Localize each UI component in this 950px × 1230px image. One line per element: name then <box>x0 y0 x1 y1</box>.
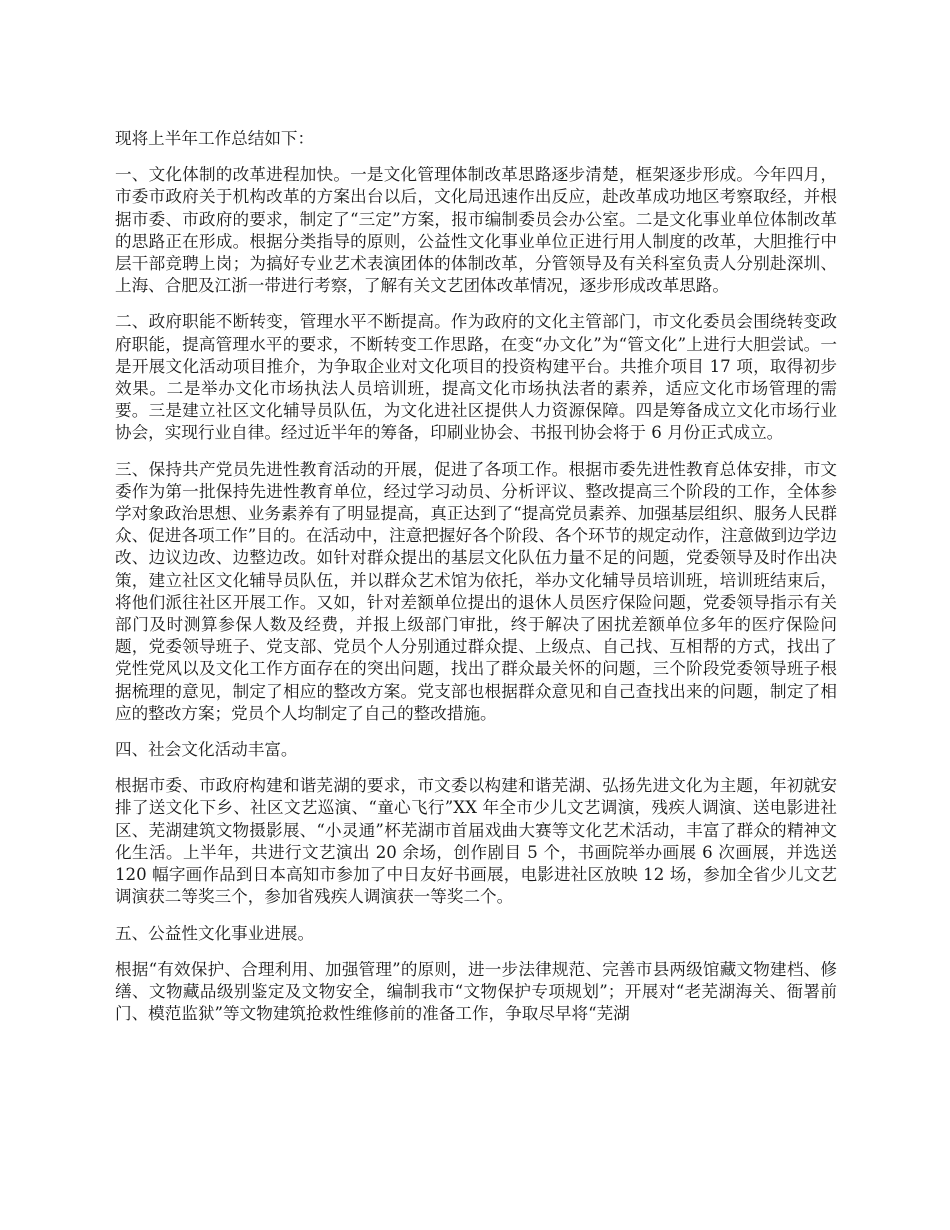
section-1-paragraph: 一、文化体制的改革进程加快。一是文化管理体制改革思路逐步清楚，框架逐步形成。今年四月，市委市政府关于机构改革的方案出台以后，文化局迅速作出反应，赴改革成功地区考察取经，并根据市委、市政府的要求，制定了“三定”方案，报市编制委员会办公室。二是文化事业单位体制改革的思路正在形成。根据分类指导的原则，公益性文化事业单位正进行用人制度的改革，大胆推行中层干部竞聘上岗；为搞好专业艺术表演团体的体制改革，分管领导及有关科室负责人分别赴深圳、上海、合肥及江浙一带进行考察，了解有关文艺团体改革情况，逐步形成改革思路。 <box>115 165 837 296</box>
section-4-heading: 四、社会文化活动丰富。 <box>115 740 298 760</box>
section-3-paragraph: 三、保持共产党员先进性教育活动的开展，促进了各项工作。根据市委先进性教育总体安排，市文委作为第一批保持先进性教育单位，经过学习动员、分析评议、整改提高三个阶段的工作，全体参学对象政治思想、业务素养有了明显提高，真正达到了“提高党员素养、加强基层组织、服务人民群众、促进各项工作”目的。在活动中，注意把握好各个阶段、各个环节的规定动作，注意做到边学边改、边议边改、边整边改。如针对群众提出的基层文化队伍力量不足的问题，党委领导及时作出决策，建立社区文化辅导员队伍，并以群众艺术馆为依托，举办文化辅导员培训班，培训班结束后，将他们派往社区开展工作。又如，针对差额单位提出的退休人员医疗保险问题，党委领导指示有关部门及时测算参保人数及经费，并报上级部门审批，终于解决了困扰差额单位多年的医疗保险问题，党委领导班子、党支部、党员个人分别通过群众提、上级点、自己找、互相帮的方式，找出了党性党风以及文化工作方面存在的突出问题，找出了群众最关怀的问题，三个阶段党委领导班子根据梳理的意见，制定了相应的整改方案。党支部也根据群众意见和自己查找出来的问题，制定了相应的整改方案；党员个人均制定了自己的整改措施。 <box>115 459 838 723</box>
section-4-body: 根据市委、市政府构建和谐芜湖的要求，市文委以构建和谐芜湖、弘扬先进文化为主题，年初就安排了送文化下乡、社区文艺巡演、“童心飞行”XX 年全市少儿文艺调演，残疾人调演、送电影进社区、芜湖建筑文物摄影展、“小灵通”杯芜湖市首届戏曲大赛等文化艺术活动，丰富了群众的精神文化生活。上半年，共进行文艺演出 20 余场，创作剧目 5 个，书画院举办画展 6 次画展，并选送 120 幅字画作品到日本高知市参加了中日友好书画展，电影进社区放映 12 场，参加全省少儿文艺调演获二等奖三个，参加省残疾人调演获一等奖二个。 <box>115 776 837 907</box>
section-5-body: 根据“有效保护、合理利用、加强管理”的原则，进一步法律规范、完善市县两级馆藏文物建档、修缮、文物藏品级别鉴定及文物安全，编制我市“文物保护专项规划”；开展对“老芜湖海关、衙署前门、模范监狱”等文物建筑抢救性维修前的准备工作，争取尽早将“芜湖 <box>115 959 837 1024</box>
document-page <box>115 128 837 1039</box>
intro-paragraph: 现将上半年工作总结如下： <box>115 129 315 148</box>
section-2-paragraph: 二、政府职能不断转变，管理水平不断提高。作为政府的文化主管部门，市文化委员会围绕转变政府职能，提高管理水平的要求，不断转变工作思路，在变“办文化”为“管文化”上进行大胆尝试。一是开展文化活动项目推介，为争取企业对文化项目的投资构建平台。共推介项目 17 项，取得初步效果。二是举办文化市场执法人员培训班，提高文化市场执法者的素养，适应文化市场管理的需要。三是建立社区文化辅导员队伍，为文化进社区提供人力资源保障。四是筹备成立文化市场行业协会，实现行业自律。经过近半年的筹备，印刷业协会、书报刊协会将于 6 月份正式成立。 <box>115 312 837 443</box>
section-5-heading: 五、公益性文化事业进展。 <box>115 923 315 943</box>
